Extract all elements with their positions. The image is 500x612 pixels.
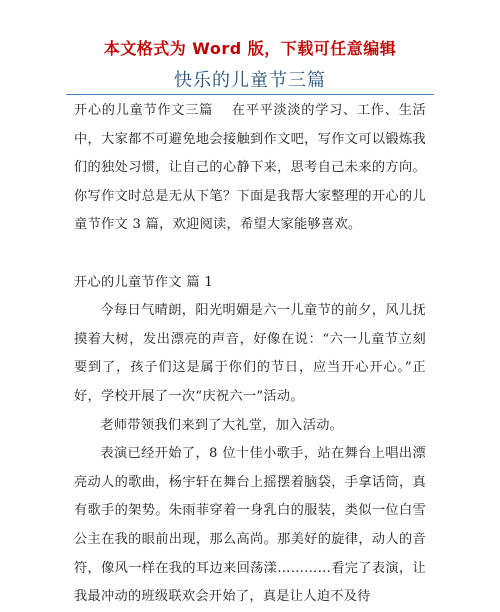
document-body [74,97,426,612]
body-paragraph: 今每日气晴朗，阳光明媚是六一儿童节的前夕，风儿抚摸着大树，发出漂亮的声音，好像在说：“六一儿童节立刻要到了，孩子们这是属于你们的节日，应当开心开心。”正好，学校开展了一次“庆祝六一”活动。 [74,303,426,404]
body-paragraph: 表演已经开始了，8 位十佳小歌手，站在舞台上唱出漂亮动人的歌曲，杨宇轩在舞台上摇摆着脑袋，手拿话筒，真有歌手的架势。朱雨菲穿着一身乳白的服装，类似一位白雪公主在我的眼前出现，那么高尚。那美好的旋律，动人的音符，像风一样在我的耳边来回荡漾…………看完了表演，让我最冲动的班级联欢会开始了，真是让人迫不及待 [74,446,426,605]
section-heading: 开心的儿童节作文 篇 1 [74,274,214,290]
title-divider [66,94,434,95]
intro-paragraph: 开心的儿童节作文三篇 在平平淡淡的学习、工作、生活中，大家都不可避免地会接触到作文吧，写作文可以锻炼我们的独处习惯，让自己的心静下来，思考自己未来的方向。你写作文时总是无从下笔？下面是我帮大家整理的开心的儿童节作文 3 篇，欢迎阅读，希望大家能够喜欢。 [74,103,426,233]
body-paragraph: 老师带领我们来到了大礼堂，加入活动。 [100,417,344,433]
paragraph-gap [74,240,426,269]
page-title: 快乐的儿童节三篇 [174,70,326,91]
format-banner: 本文格式为 Word 版，下载可任意编辑 [103,39,397,58]
